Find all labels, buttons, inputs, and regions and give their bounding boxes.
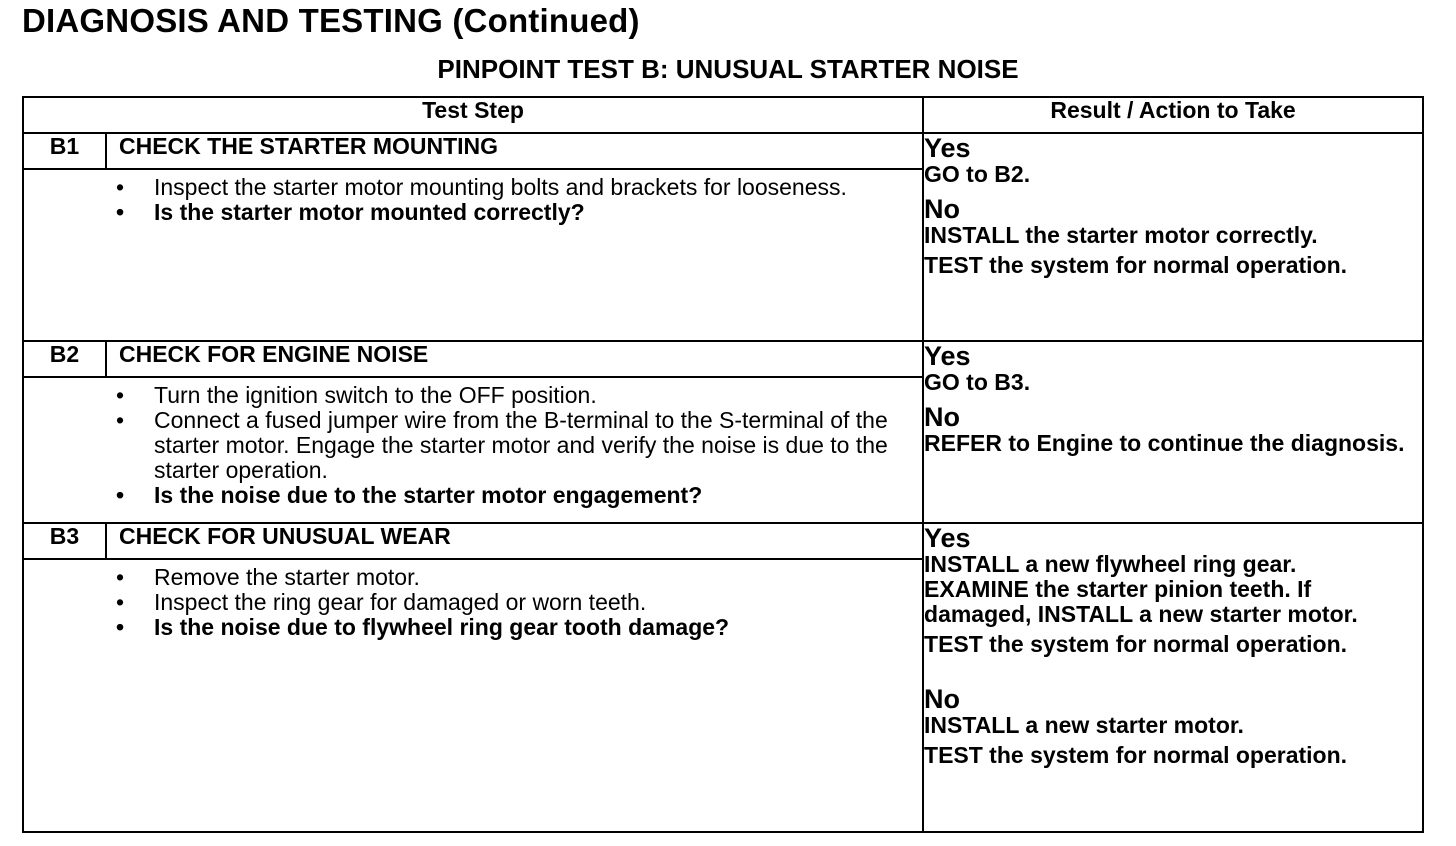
page-title: DIAGNOSIS AND TESTING (Continued)	[22, 2, 640, 39]
result-cell-b2	[923, 341, 1423, 523]
yes-label-b1: Yes	[924, 133, 971, 163]
bullet-icon: •	[116, 407, 125, 433]
go-target-b1: B2	[994, 161, 1024, 187]
bullet-icon: •	[116, 589, 125, 615]
bullet-icon: •	[116, 199, 125, 225]
no-action-b3-line1: INSTALL a new starter motor.	[924, 712, 1244, 738]
step-header-row-b2	[23, 341, 1423, 377]
no-action-b3-line2: TEST the system for normal operation.	[924, 742, 1348, 768]
bullet-icon: •	[116, 564, 125, 590]
list-item: • Remove the starter motor.	[116, 564, 420, 590]
yes-action-b2: GO to B3.	[924, 369, 1031, 395]
step-heading-b1: CHECK THE STARTER MOUNTING	[106, 133, 923, 169]
list-item-question: • Is the starter motor mounted correctly?	[116, 199, 585, 225]
no-action-b1-line1: INSTALL the starter motor correctly.	[924, 222, 1318, 248]
no-label-b3: No	[924, 684, 961, 714]
list-item-question: • Is the noise due to the starter motor engagement?	[116, 482, 703, 508]
pinpoint-test-title: PINPOINT TEST B: UNUSUAL STARTER NOISE	[437, 54, 1019, 84]
step-id-b2: B2	[23, 341, 106, 377]
result-cell-b3	[923, 523, 1423, 832]
yes-action-b1: GO to B2.	[924, 161, 1031, 187]
result-column-header: Result / Action to Take	[923, 97, 1423, 133]
pinpoint-test-table	[22, 96, 1424, 833]
yes-label-b3: Yes	[924, 523, 971, 553]
no-label-b2: No	[924, 402, 961, 432]
yes-label-b2: Yes	[924, 341, 971, 371]
bullet-icon: •	[116, 614, 125, 640]
no-action-b1-line2: TEST the system for normal operation.	[924, 252, 1348, 278]
step-body-b3	[106, 559, 923, 832]
step-heading-b3: CHECK FOR UNUSUAL WEAR	[106, 523, 923, 559]
yes-action-b3-line2: EXAMINE the starter pinion teeth. If damaged, INSTALL a new starter motor.	[924, 576, 1358, 627]
yes-action-b3-line3: TEST the system for normal operation.	[924, 631, 1348, 657]
yes-action-b3-line1: INSTALL a new flywheel ring gear.	[924, 551, 1297, 577]
list-item: • Turn the ignition switch to the OFF position.	[116, 382, 597, 408]
no-label-b1: No	[924, 194, 961, 224]
step-id-b1: B1	[23, 133, 106, 169]
no-action-b2-line1: REFER to Engine to continue the diagnosis.	[924, 430, 1405, 456]
bullet-icon: •	[116, 382, 125, 408]
list-item: • Connect a fused jumper wire from the B-terminal to the S-terminal of the starter motor. Engage the starter motor and verify the noise is due to the starter operation.	[116, 407, 888, 483]
list-item: • Inspect the ring gear for damaged or worn teeth.	[116, 589, 647, 615]
list-item-question: • Is the noise due to flywheel ring gear tooth damage?	[116, 614, 730, 640]
step-header-row-b3	[23, 523, 1423, 559]
step-heading-b2: CHECK FOR ENGINE NOISE	[106, 341, 923, 377]
bullet-icon: •	[116, 482, 125, 508]
step-body-b2	[106, 377, 923, 523]
step-id-b3: B3	[23, 523, 106, 559]
table-header-row	[23, 97, 1423, 133]
list-item: • Inspect the starter motor mounting bolts and brackets for looseness.	[116, 174, 847, 200]
go-target-b2: B3	[994, 369, 1024, 395]
bullet-icon: •	[116, 174, 125, 200]
step-header-row-b1	[23, 133, 1423, 169]
step-body-b1	[106, 169, 923, 341]
test-step-column-header: Test Step	[23, 97, 923, 133]
result-cell-b1	[923, 133, 1423, 341]
